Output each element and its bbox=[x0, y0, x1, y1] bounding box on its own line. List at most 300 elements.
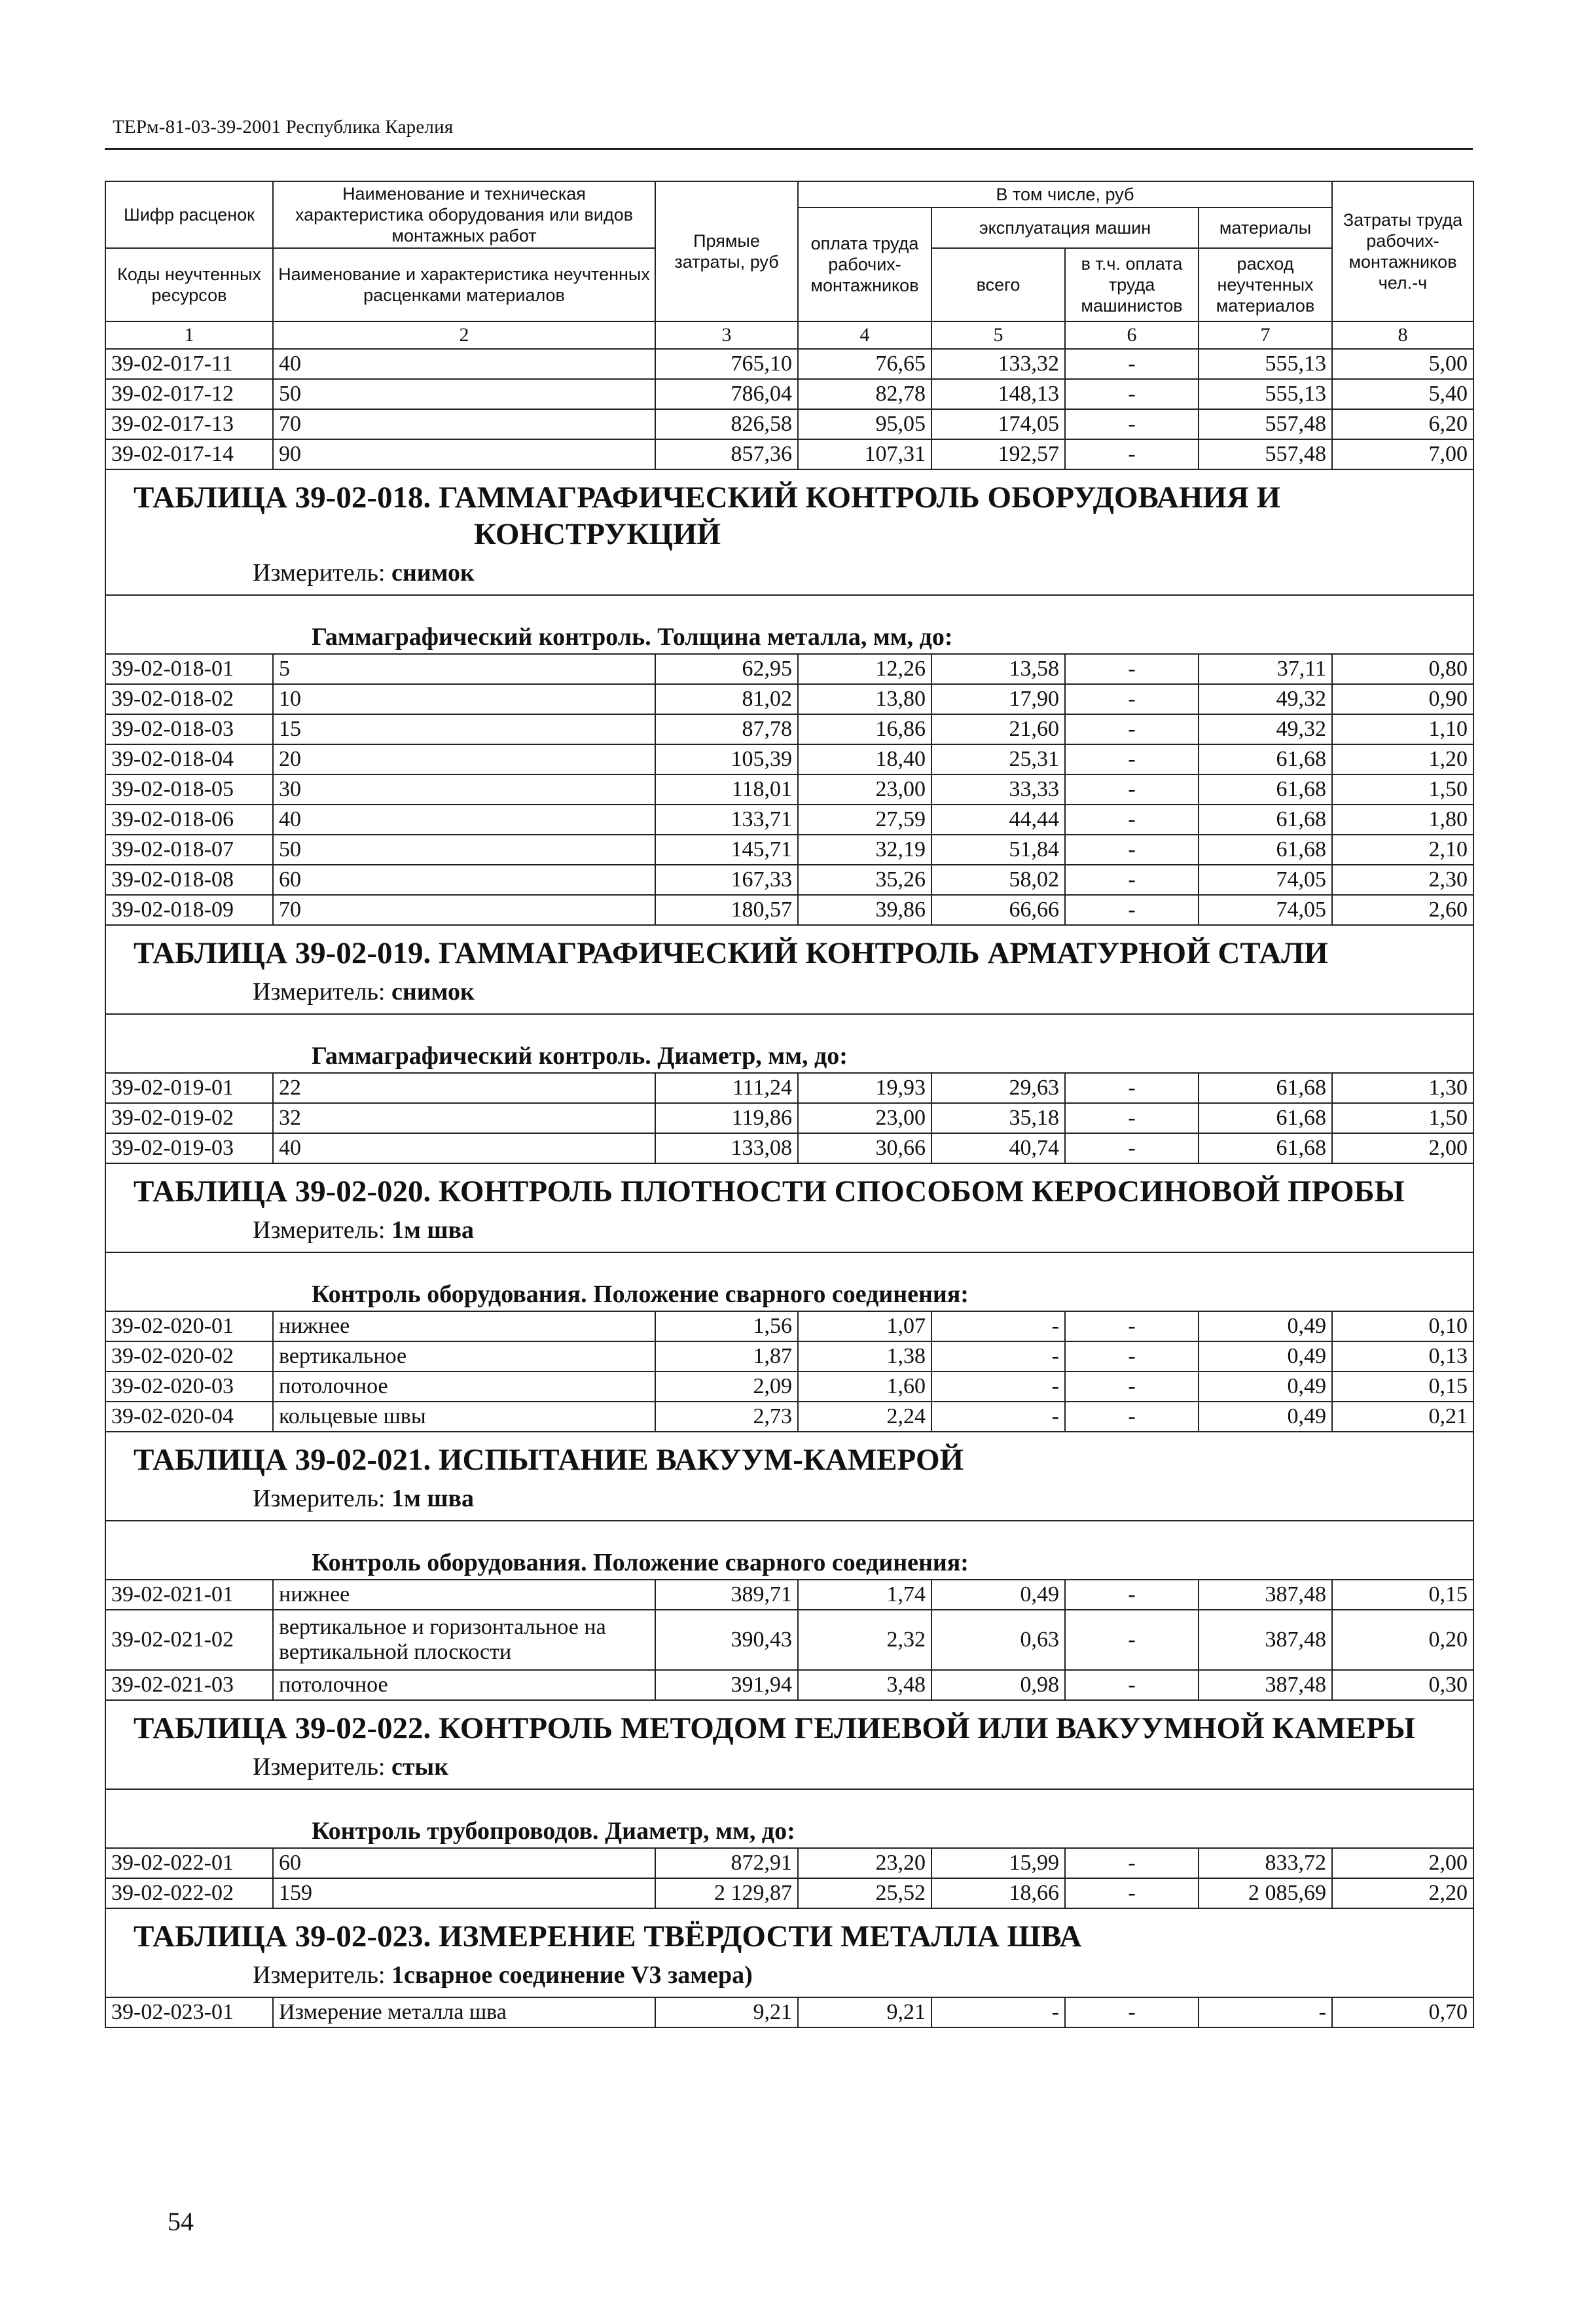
direct-costs: 105,39 bbox=[655, 744, 798, 774]
section-header-cell bbox=[105, 469, 1473, 654]
direct-costs: 857,36 bbox=[655, 439, 798, 469]
section-subtitle: Контроль оборудования. Положение сварного соединения: bbox=[312, 1549, 969, 1576]
machinist-wage: - bbox=[1065, 1878, 1199, 1908]
direct-costs: 118,01 bbox=[655, 774, 798, 805]
materials: 833,72 bbox=[1199, 1848, 1332, 1878]
labor-hours: 5,40 bbox=[1332, 379, 1473, 409]
work-name: 32 bbox=[273, 1103, 655, 1133]
machines-total: - bbox=[931, 1402, 1065, 1432]
table-row bbox=[105, 349, 1473, 379]
col-direct-costs: Прямые затраты, руб bbox=[655, 181, 798, 321]
work-name: 70 bbox=[273, 895, 655, 925]
section-header-cell bbox=[105, 1432, 1473, 1580]
machines-total: 0,63 bbox=[931, 1610, 1065, 1670]
materials: 557,48 bbox=[1199, 439, 1332, 469]
direct-costs: 81,02 bbox=[655, 684, 798, 714]
work-name: 50 bbox=[273, 835, 655, 865]
col-number: 6 bbox=[1065, 321, 1199, 349]
worker-wage: 2,24 bbox=[798, 1402, 931, 1432]
machines-total: 33,33 bbox=[931, 774, 1065, 805]
table-body bbox=[105, 349, 1473, 2027]
work-name: потолочное bbox=[273, 1670, 655, 1700]
section-title-text: ТАБЛИЦА 39-02-022. КОНТРОЛЬ МЕТОДОМ ГЕЛИЕВОЙ ИЛИ ВАКУУМНОЙ КАМЕРЫ bbox=[134, 1711, 1416, 1745]
table-row bbox=[105, 1848, 1473, 1878]
section-gap bbox=[106, 1013, 1473, 1041]
materials: 61,68 bbox=[1199, 835, 1332, 865]
machinist-wage: - bbox=[1065, 1103, 1199, 1133]
direct-costs: 133,71 bbox=[655, 805, 798, 835]
machinist-wage: - bbox=[1065, 774, 1199, 805]
col-number: 8 bbox=[1332, 321, 1473, 349]
worker-wage: 1,38 bbox=[798, 1341, 931, 1371]
work-name: Измерение металла шва bbox=[273, 1997, 655, 2027]
machinist-wage: - bbox=[1065, 835, 1199, 865]
rate-code: 39-02-020-04 bbox=[105, 1402, 273, 1432]
machinist-wage: - bbox=[1065, 895, 1199, 925]
worker-wage: 18,40 bbox=[798, 744, 931, 774]
machinist-wage: - bbox=[1065, 1311, 1199, 1341]
materials: - bbox=[1199, 1997, 1332, 2027]
measure-value: стык bbox=[391, 1753, 449, 1781]
worker-wage: 107,31 bbox=[798, 439, 931, 469]
worker-wage: 2,32 bbox=[798, 1610, 931, 1670]
machines-total: 192,57 bbox=[931, 439, 1065, 469]
work-name: 159 bbox=[273, 1878, 655, 1908]
col-number: 5 bbox=[931, 321, 1065, 349]
direct-costs: 2 129,87 bbox=[655, 1878, 798, 1908]
materials: 61,68 bbox=[1199, 1133, 1332, 1163]
work-name: 30 bbox=[273, 774, 655, 805]
table-header bbox=[105, 181, 1473, 349]
materials: 61,68 bbox=[1199, 1073, 1332, 1103]
table-row bbox=[105, 1580, 1473, 1610]
machines-total: 66,66 bbox=[931, 895, 1065, 925]
worker-wage: 1,60 bbox=[798, 1371, 931, 1402]
machinist-wage: - bbox=[1065, 744, 1199, 774]
materials: 0,49 bbox=[1199, 1341, 1332, 1371]
table-row bbox=[105, 409, 1473, 439]
machinist-wage: - bbox=[1065, 409, 1199, 439]
table-row bbox=[105, 805, 1473, 835]
section-measure bbox=[106, 1210, 1473, 1252]
section-header-cell bbox=[105, 1163, 1473, 1311]
measure-label: Измеритель: bbox=[253, 1485, 386, 1512]
machinist-wage: - bbox=[1065, 1073, 1199, 1103]
labor-hours: 0,21 bbox=[1332, 1402, 1473, 1432]
worker-wage: 19,93 bbox=[798, 1073, 931, 1103]
direct-costs: 765,10 bbox=[655, 349, 798, 379]
rate-code: 39-02-018-03 bbox=[105, 714, 273, 744]
machines-total: 0,49 bbox=[931, 1580, 1065, 1610]
table-row bbox=[105, 895, 1473, 925]
section-measure bbox=[106, 1747, 1473, 1788]
col-name-top: Наименование и техническая характеристика оборудования или видов монтажных работ bbox=[273, 181, 655, 248]
col-materials-sub: расход неучтенных материалов bbox=[1199, 248, 1332, 321]
direct-costs: 2,73 bbox=[655, 1402, 798, 1432]
work-name: потолочное bbox=[273, 1371, 655, 1402]
labor-hours: 2,20 bbox=[1332, 1878, 1473, 1908]
machinist-wage: - bbox=[1065, 1371, 1199, 1402]
table-row bbox=[105, 1402, 1473, 1432]
labor-hours: 0,10 bbox=[1332, 1311, 1473, 1341]
section-title-text: ТАБЛИЦА 39-02-023. ИЗМЕРЕНИЕ ТВЁРДОСТИ МЕТАЛЛА ШВА bbox=[134, 1919, 1082, 1953]
table-row bbox=[105, 1133, 1473, 1163]
col-number: 7 bbox=[1199, 321, 1332, 349]
machines-total: - bbox=[931, 1341, 1065, 1371]
col-number: 4 bbox=[798, 321, 931, 349]
measure-value: снимок bbox=[391, 978, 475, 1006]
materials: 387,48 bbox=[1199, 1670, 1332, 1700]
materials: 49,32 bbox=[1199, 684, 1332, 714]
machines-total: 29,63 bbox=[931, 1073, 1065, 1103]
labor-hours: 2,00 bbox=[1332, 1133, 1473, 1163]
machines-total: 51,84 bbox=[931, 835, 1065, 865]
section-header bbox=[105, 1432, 1473, 1580]
machines-total: 44,44 bbox=[931, 805, 1065, 835]
table-row bbox=[105, 835, 1473, 865]
rate-code: 39-02-021-01 bbox=[105, 1580, 273, 1610]
section-title bbox=[106, 1909, 1473, 1955]
materials: 557,48 bbox=[1199, 409, 1332, 439]
section-subtitle: Гаммаграфический контроль. Толщина металла, мм, до: bbox=[312, 623, 953, 651]
work-name: кольцевые швы bbox=[273, 1402, 655, 1432]
direct-costs: 391,94 bbox=[655, 1670, 798, 1700]
materials: 0,49 bbox=[1199, 1402, 1332, 1432]
work-name: 90 bbox=[273, 439, 655, 469]
work-name: вертикальное и горизонтальное на вертикальной плоскости bbox=[273, 1610, 655, 1670]
table-row bbox=[105, 654, 1473, 684]
machines-total: 35,18 bbox=[931, 1103, 1065, 1133]
machines-total: - bbox=[931, 1371, 1065, 1402]
table-row bbox=[105, 744, 1473, 774]
machines-total: 174,05 bbox=[931, 409, 1065, 439]
labor-hours: 5,00 bbox=[1332, 349, 1473, 379]
rates-table bbox=[105, 181, 1474, 2028]
materials: 74,05 bbox=[1199, 865, 1332, 895]
section-gap bbox=[106, 1788, 1473, 1816]
labor-hours: 2,30 bbox=[1332, 865, 1473, 895]
direct-costs: 872,91 bbox=[655, 1848, 798, 1878]
section-subtitle: Гаммаграфический контроль. Диаметр, мм, до: bbox=[312, 1042, 848, 1070]
section-title-text: ТАБЛИЦА 39-02-020. КОНТРОЛЬ ПЛОТНОСТИ СПОСОБОМ КЕРОСИНОВОЙ ПРОБЫ bbox=[134, 1174, 1405, 1208]
work-name: 40 bbox=[273, 349, 655, 379]
direct-costs: 133,08 bbox=[655, 1133, 798, 1163]
section-header-cell bbox=[105, 1908, 1473, 1997]
section-measure bbox=[106, 1955, 1473, 1997]
work-name: 10 bbox=[273, 684, 655, 714]
page-number: 54 bbox=[168, 2207, 194, 2236]
materials: 61,68 bbox=[1199, 744, 1332, 774]
table-row bbox=[105, 774, 1473, 805]
direct-costs: 87,78 bbox=[655, 714, 798, 744]
worker-wage: 27,59 bbox=[798, 805, 931, 835]
labor-hours: 1,50 bbox=[1332, 1103, 1473, 1133]
labor-hours: 1,20 bbox=[1332, 744, 1473, 774]
worker-wage: 9,21 bbox=[798, 1997, 931, 2027]
rate-code: 39-02-018-09 bbox=[105, 895, 273, 925]
worker-wage: 23,20 bbox=[798, 1848, 931, 1878]
direct-costs: 145,71 bbox=[655, 835, 798, 865]
machinist-wage: - bbox=[1065, 1580, 1199, 1610]
header-rule bbox=[105, 148, 1473, 150]
rate-code: 39-02-019-02 bbox=[105, 1103, 273, 1133]
measure-label: Измеритель: bbox=[253, 1753, 386, 1781]
col-code-top: Шифр расценок bbox=[105, 181, 273, 248]
labor-hours: 0,15 bbox=[1332, 1371, 1473, 1402]
work-name: нижнее bbox=[273, 1311, 655, 1341]
rate-code: 39-02-018-04 bbox=[105, 744, 273, 774]
section-title-text: ТАБЛИЦА 39-02-019. ГАММАГРАФИЧЕСКИЙ КОНТРОЛЬ АРМАТУРНОЙ СТАЛИ bbox=[134, 936, 1328, 970]
col-labor: Затраты труда рабочих-монтажников чел.-ч bbox=[1332, 181, 1473, 321]
direct-costs: 62,95 bbox=[655, 654, 798, 684]
machines-total: 133,32 bbox=[931, 349, 1065, 379]
materials: 2 085,69 bbox=[1199, 1878, 1332, 1908]
machinist-wage: - bbox=[1065, 654, 1199, 684]
worker-wage: 30,66 bbox=[798, 1133, 931, 1163]
table-row bbox=[105, 1997, 1473, 2027]
worker-wage: 16,86 bbox=[798, 714, 931, 744]
section-header bbox=[105, 1908, 1473, 1997]
machinist-wage: - bbox=[1065, 439, 1199, 469]
table-row bbox=[105, 865, 1473, 895]
section-header bbox=[105, 925, 1473, 1073]
col-materials: материалы bbox=[1199, 208, 1332, 248]
section-measure bbox=[106, 971, 1473, 1013]
section-subtitle: Контроль трубопроводов. Диаметр, мм, до: bbox=[312, 1817, 795, 1845]
rate-code: 39-02-018-08 bbox=[105, 865, 273, 895]
direct-costs: 9,21 bbox=[655, 1997, 798, 2027]
col-wage: оплата труда рабочих-монтажников bbox=[798, 208, 931, 321]
section-title bbox=[106, 1701, 1473, 1747]
rate-code: 39-02-017-14 bbox=[105, 439, 273, 469]
section-measure bbox=[106, 553, 1473, 594]
table-row bbox=[105, 1341, 1473, 1371]
machines-total: 17,90 bbox=[931, 684, 1065, 714]
machines-total: 0,98 bbox=[931, 1670, 1065, 1700]
labor-hours: 0,20 bbox=[1332, 1610, 1473, 1670]
table-row bbox=[105, 714, 1473, 744]
worker-wage: 23,00 bbox=[798, 1103, 931, 1133]
work-name: 70 bbox=[273, 409, 655, 439]
table-row bbox=[105, 379, 1473, 409]
section-gap bbox=[106, 1520, 1473, 1548]
work-name: вертикальное bbox=[273, 1341, 655, 1371]
worker-wage: 82,78 bbox=[798, 379, 931, 409]
worker-wage: 12,26 bbox=[798, 654, 931, 684]
labor-hours: 2,10 bbox=[1332, 835, 1473, 865]
labor-hours: 0,90 bbox=[1332, 684, 1473, 714]
worker-wage: 3,48 bbox=[798, 1670, 931, 1700]
labor-hours: 7,00 bbox=[1332, 439, 1473, 469]
rate-code: 39-02-017-12 bbox=[105, 379, 273, 409]
labor-hours: 0,80 bbox=[1332, 654, 1473, 684]
col-number: 2 bbox=[273, 321, 655, 349]
section-gap bbox=[106, 594, 1473, 622]
direct-costs: 1,56 bbox=[655, 1311, 798, 1341]
materials: 555,13 bbox=[1199, 379, 1332, 409]
worker-wage: 13,80 bbox=[798, 684, 931, 714]
section-title bbox=[106, 926, 1473, 971]
machines-total: 58,02 bbox=[931, 865, 1065, 895]
measure-label: Измеритель: bbox=[253, 1216, 386, 1244]
work-name: 50 bbox=[273, 379, 655, 409]
col-machines-wage: в т.ч. оплата труда машинистов bbox=[1065, 248, 1199, 321]
direct-costs: 1,87 bbox=[655, 1341, 798, 1371]
machines-total: 18,66 bbox=[931, 1878, 1065, 1908]
labor-hours: 2,00 bbox=[1332, 1848, 1473, 1878]
rate-code: 39-02-021-02 bbox=[105, 1610, 273, 1670]
machinist-wage: - bbox=[1065, 1402, 1199, 1432]
machinist-wage: - bbox=[1065, 684, 1199, 714]
direct-costs: 119,86 bbox=[655, 1103, 798, 1133]
materials: 387,48 bbox=[1199, 1580, 1332, 1610]
labor-hours: 0,70 bbox=[1332, 1997, 1473, 2027]
section-title bbox=[106, 470, 1473, 553]
work-name: 20 bbox=[273, 744, 655, 774]
work-name: 40 bbox=[273, 805, 655, 835]
labor-hours: 1,30 bbox=[1332, 1073, 1473, 1103]
labor-hours: 1,50 bbox=[1332, 774, 1473, 805]
section-header-cell bbox=[105, 925, 1473, 1073]
machines-total: 40,74 bbox=[931, 1133, 1065, 1163]
measure-value: снимок bbox=[391, 559, 475, 587]
table-row bbox=[105, 1670, 1473, 1700]
machines-total: - bbox=[931, 1997, 1065, 2027]
work-name: 60 bbox=[273, 865, 655, 895]
section-title-text: ТАБЛИЦА 39-02-018. ГАММАГРАФИЧЕСКИЙ КОНТРОЛЬ ОБОРУДОВАНИЯ И bbox=[134, 481, 1281, 515]
rate-code: 39-02-018-07 bbox=[105, 835, 273, 865]
direct-costs: 180,57 bbox=[655, 895, 798, 925]
worker-wage: 76,65 bbox=[798, 349, 931, 379]
rate-code: 39-02-018-05 bbox=[105, 774, 273, 805]
rate-code: 39-02-022-01 bbox=[105, 1848, 273, 1878]
table-row bbox=[105, 1610, 1473, 1670]
machines-total: 21,60 bbox=[931, 714, 1065, 744]
materials: 49,32 bbox=[1199, 714, 1332, 744]
table-row bbox=[105, 684, 1473, 714]
labor-hours: 0,30 bbox=[1332, 1670, 1473, 1700]
worker-wage: 95,05 bbox=[798, 409, 931, 439]
table-row bbox=[105, 1311, 1473, 1341]
col-machines: эксплуатация машин bbox=[931, 208, 1199, 248]
machines-total: 25,31 bbox=[931, 744, 1065, 774]
worker-wage: 23,00 bbox=[798, 774, 931, 805]
measure-value: 1м шва bbox=[391, 1216, 474, 1244]
machines-total: 15,99 bbox=[931, 1848, 1065, 1878]
section-title bbox=[106, 1432, 1473, 1478]
worker-wage: 32,19 bbox=[798, 835, 931, 865]
work-name: 40 bbox=[273, 1133, 655, 1163]
section-measure bbox=[106, 1478, 1473, 1520]
worker-wage: 1,07 bbox=[798, 1311, 931, 1341]
rate-code: 39-02-018-06 bbox=[105, 805, 273, 835]
machinist-wage: - bbox=[1065, 379, 1199, 409]
col-number: 3 bbox=[655, 321, 798, 349]
machinist-wage: - bbox=[1065, 1610, 1199, 1670]
table-row bbox=[105, 439, 1473, 469]
machinist-wage: - bbox=[1065, 1133, 1199, 1163]
table-row bbox=[105, 1073, 1473, 1103]
labor-hours: 2,60 bbox=[1332, 895, 1473, 925]
machinist-wage: - bbox=[1065, 349, 1199, 379]
labor-hours: 6,20 bbox=[1332, 409, 1473, 439]
direct-costs: 389,71 bbox=[655, 1580, 798, 1610]
rate-code: 39-02-020-03 bbox=[105, 1371, 273, 1402]
labor-hours: 1,80 bbox=[1332, 805, 1473, 835]
rate-code: 39-02-019-01 bbox=[105, 1073, 273, 1103]
work-name: 60 bbox=[273, 1848, 655, 1878]
direct-costs: 2,09 bbox=[655, 1371, 798, 1402]
materials: 555,13 bbox=[1199, 349, 1332, 379]
work-name: 5 bbox=[273, 654, 655, 684]
worker-wage: 1,74 bbox=[798, 1580, 931, 1610]
direct-costs: 390,43 bbox=[655, 1610, 798, 1670]
measure-label: Измеритель: bbox=[253, 559, 386, 587]
machinist-wage: - bbox=[1065, 865, 1199, 895]
materials: 37,11 bbox=[1199, 654, 1332, 684]
rate-code: 39-02-023-01 bbox=[105, 1997, 273, 2027]
section-header bbox=[105, 1700, 1473, 1848]
worker-wage: 35,26 bbox=[798, 865, 931, 895]
direct-costs: 826,58 bbox=[655, 409, 798, 439]
materials: 61,68 bbox=[1199, 805, 1332, 835]
machines-total: 148,13 bbox=[931, 379, 1065, 409]
direct-costs: 786,04 bbox=[655, 379, 798, 409]
machines-total: - bbox=[931, 1311, 1065, 1341]
machines-total: 13,58 bbox=[931, 654, 1065, 684]
measure-value: 1сварное соединение V3 замера) bbox=[391, 1961, 753, 1989]
rate-code: 39-02-017-11 bbox=[105, 349, 273, 379]
measure-value: 1м шва bbox=[391, 1485, 474, 1512]
section-title-text: ТАБЛИЦА 39-02-021. ИСПЫТАНИЕ ВАКУУМ-КАМЕРОЙ bbox=[134, 1443, 964, 1477]
labor-hours: 0,15 bbox=[1332, 1580, 1473, 1610]
col-name-bottom: Наименование и характеристика неучтенных расценками материалов bbox=[273, 248, 655, 321]
machinist-wage: - bbox=[1065, 1997, 1199, 2027]
materials: 61,68 bbox=[1199, 774, 1332, 805]
materials: 74,05 bbox=[1199, 895, 1332, 925]
machinist-wage: - bbox=[1065, 1848, 1199, 1878]
section-title-continuation: КОНСТРУКЦИЙ bbox=[474, 517, 721, 551]
rate-code: 39-02-018-02 bbox=[105, 684, 273, 714]
machinist-wage: - bbox=[1065, 805, 1199, 835]
materials: 61,68 bbox=[1199, 1103, 1332, 1133]
machinist-wage: - bbox=[1065, 714, 1199, 744]
col-code-bottom: Коды неучтенных ресурсов bbox=[105, 248, 273, 321]
worker-wage: 39,86 bbox=[798, 895, 931, 925]
rate-code: 39-02-022-02 bbox=[105, 1878, 273, 1908]
machinist-wage: - bbox=[1065, 1341, 1199, 1371]
rate-code: 39-02-020-01 bbox=[105, 1311, 273, 1341]
rate-code: 39-02-017-13 bbox=[105, 409, 273, 439]
machinist-wage: - bbox=[1065, 1670, 1199, 1700]
running-title: ТЕРм-81-03-39-2001 Республика Карелия bbox=[113, 117, 454, 137]
direct-costs: 111,24 bbox=[655, 1073, 798, 1103]
table-row bbox=[105, 1103, 1473, 1133]
labor-hours: 0,13 bbox=[1332, 1341, 1473, 1371]
column-numbers-row bbox=[105, 321, 1473, 349]
work-name: нижнее bbox=[273, 1580, 655, 1610]
rate-code: 39-02-021-03 bbox=[105, 1670, 273, 1700]
col-number: 1 bbox=[105, 321, 273, 349]
materials: 387,48 bbox=[1199, 1610, 1332, 1670]
measure-label: Измеритель: bbox=[253, 1961, 386, 1989]
section-gap bbox=[106, 1252, 1473, 1279]
materials: 0,49 bbox=[1199, 1311, 1332, 1341]
col-machines-total: всего bbox=[931, 248, 1065, 321]
section-title bbox=[106, 1164, 1473, 1210]
section-header bbox=[105, 1163, 1473, 1311]
section-header bbox=[105, 469, 1473, 654]
